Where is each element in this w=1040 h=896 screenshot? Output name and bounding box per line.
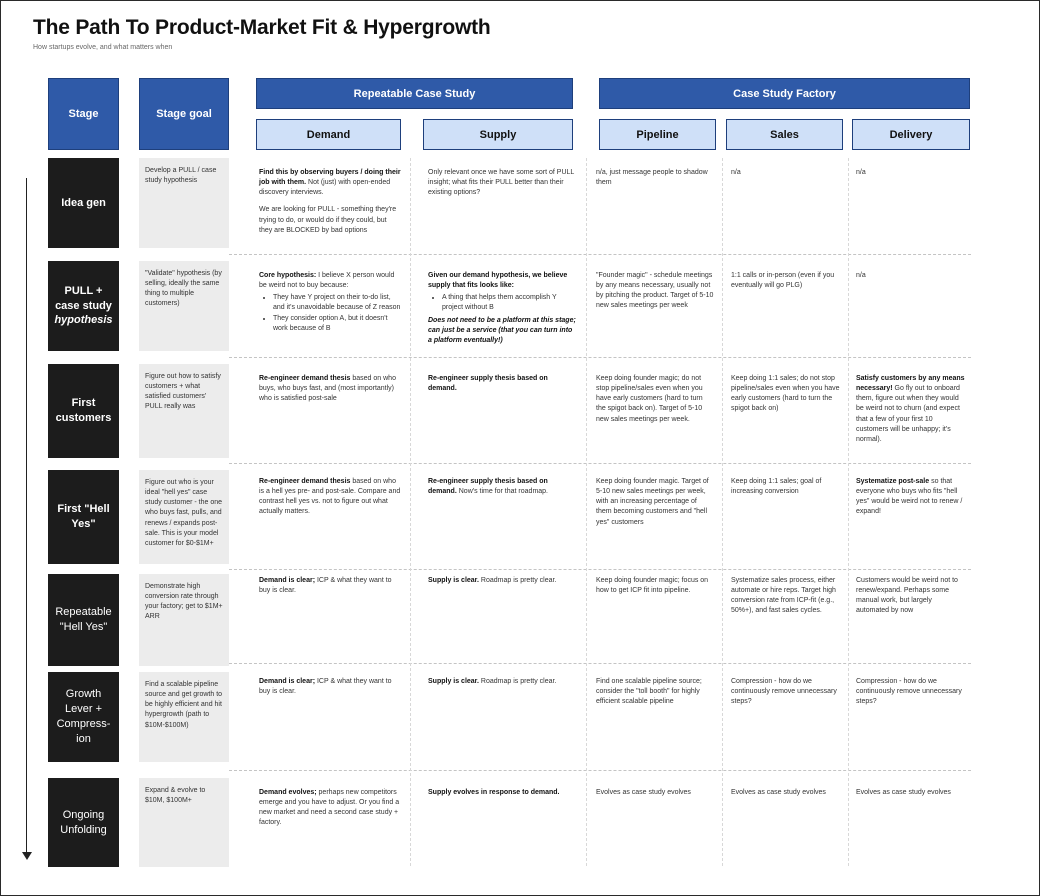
demand-text: perhaps new competitors emerge and you have to adjust. Or you find a new market and need a second case study + factory.: [259, 789, 400, 827]
column-divider: [722, 158, 723, 866]
demand-first-hell-yes: [255, 477, 405, 518]
stage-pull-case-study-hypothesis: [48, 261, 119, 351]
stage-label: PULL + case study: [55, 284, 112, 312]
goal-first-hell-yes: Figure out who is your ideal "hell yes" case study customer - the one who buys fast, pulls, and renews / expands post-sale. This is your model customer for $0-$1M+: [139, 470, 229, 564]
row-divider: [229, 357, 971, 358]
supply-ongoing-unfolding: [424, 788, 580, 798]
delivery-bold: Satisfy customers by any means necessary!: [856, 375, 965, 393]
supply-bold: Supply is clear.: [428, 678, 479, 685]
sales-ongoing-unfolding: Evolves as case study evolves: [731, 789, 826, 796]
pipeline-idea-gen: n/a, just message people to shadow them: [596, 169, 708, 187]
demand-first-customers: [255, 374, 405, 404]
stage-growth-lever-compression: Growth Lever + Compress-ion: [48, 672, 119, 762]
supply-growth-lever-compression: [424, 677, 580, 687]
sales-pull-case-study-hypothesis: 1:1 calls or in-person (even if you eventually will go PLG): [731, 272, 835, 290]
delivery-text: Go fly out to onboard them, figure out when they would be weird not to churn (and expect that a few of your first 10 customers will be unhappy; it's normal).: [856, 385, 960, 443]
timeline-arrow-icon: [22, 852, 32, 860]
goal-pull-case-study-hypothesis: "Validate" hypothesis (by selling, ideally the same thing to multiple customers): [139, 261, 229, 351]
stage-repeatable-hell-yes: Repeatable "Hell Yes": [48, 574, 119, 666]
supply-bullet: • A thing that helps them accomplish Y project without B: [442, 293, 576, 313]
demand-bold: Core hypothesis:: [259, 272, 317, 279]
demand-bullet: • They have Y project on their to-do list, and it's unavoidable because of Z reason: [273, 293, 401, 313]
pipeline-ongoing-unfolding: Evolves as case study evolves: [596, 789, 691, 796]
supply-bold: Supply is clear.: [428, 577, 479, 584]
sales-repeatable-hell-yes: Systematize sales process, either automate or hire reps. Target high conversion rate from ICP-fit (e.g., 50%+), and fast sales cycles.: [731, 577, 836, 615]
delivery-first-hell-yes: [852, 477, 970, 518]
demand-bold: Find this by observing buyers / doing their job with them.: [259, 169, 401, 187]
demand-text: We are looking for PULL - something they're trying to do, or would do if they could, but they are BLOCKED by bad options: [259, 206, 397, 234]
header-demand: Demand: [256, 119, 401, 150]
header-repeatable-case-study: Repeatable Case Study: [256, 78, 573, 109]
header-stage: Stage: [48, 78, 119, 150]
delivery-bold: Systematize post-sale: [856, 478, 930, 485]
supply-pull-case-study-hypothesis: [424, 271, 580, 357]
stage-idea-gen: Idea gen: [48, 158, 119, 248]
supply-first-customers: [424, 374, 580, 394]
pipeline-first-customers: Keep doing founder magic; do not stop pipeline/sales even when you have early customers (hard to turn the spigot back on). Target of 5-10 new sales meetings per week.: [596, 375, 703, 423]
pipeline-repeatable-hell-yes: Keep doing founder magic; focus on how to get ICP fit into pipeline.: [596, 577, 709, 595]
delivery-text: so that everyone who buys who fits "hell yes" would be weird not to renew / expand!: [856, 478, 963, 516]
pipeline-pull-case-study-hypothesis: "Founder magic" - schedule meetings by any means necessary, usually not by pitching the product. Target of 5-10 new sales meetings per week: [596, 272, 714, 310]
delivery-repeatable-hell-yes: Customers would be weird not to renew/expand. Perhaps some manual work, but largely automated by now: [856, 577, 958, 615]
demand-text: I believe X person would be weird not to buy because:: [259, 272, 395, 290]
demand-idea-gen: [255, 168, 405, 252]
demand-bold: Re-engineer demand thesis: [259, 375, 351, 382]
supply-idea-gen: Only relevant once we have some sort of PULL insight; what fits their PULL better than their existing options?: [428, 169, 575, 197]
demand-repeatable-hell-yes: [255, 576, 405, 596]
stage-label-italic: hypothesis: [54, 314, 113, 327]
column-divider: [410, 158, 411, 866]
sales-growth-lever-compression: Compression - how do we continuously remove unnecessary steps?: [731, 678, 837, 706]
demand-growth-lever-compression: [255, 677, 405, 697]
header-sales: Sales: [726, 119, 843, 150]
sales-idea-gen: n/a: [731, 169, 741, 176]
pipeline-first-hell-yes: Keep doing founder magic. Target of 5-10 new sales meetings per week, with an increasing percentage of them becoming customers and "hell yes" customers: [596, 478, 709, 526]
delivery-ongoing-unfolding: Evolves as case study evolves: [856, 789, 951, 796]
demand-ongoing-unfolding: [255, 788, 405, 829]
goal-ongoing-unfolding: Expand & evolve to $10M, $100M+: [139, 778, 229, 867]
demand-bold: Demand is clear;: [259, 577, 316, 584]
delivery-pull-case-study-hypothesis: n/a: [856, 272, 866, 279]
demand-text: ICP & what they want to buy is clear.: [259, 577, 392, 595]
header-delivery: Delivery: [852, 119, 970, 150]
demand-pull-case-study-hypothesis: [255, 271, 405, 355]
goal-first-customers: Figure out how to satisfy customers + what satisfied customers' PULL really was: [139, 364, 229, 458]
header-pipeline: Pipeline: [599, 119, 716, 150]
delivery-growth-lever-compression: Compression - how do we continuously remove unnecessary steps?: [856, 678, 962, 706]
row-divider: [229, 569, 971, 570]
delivery-idea-gen: n/a: [856, 169, 866, 176]
page-subtitle: How startups evolve, and what matters when: [33, 44, 173, 51]
demand-bullet: • They consider option A, but it doesn't work because of B: [273, 314, 401, 334]
row-divider: [229, 770, 971, 771]
header-stage-goal: Stage goal: [139, 78, 229, 150]
goal-growth-lever-compression: Find a scalable pipeline source and get growth to be highly efficient and hit hypergrowth (path to $10M-$100M): [139, 672, 229, 762]
goal-repeatable-hell-yes: Demonstrate high conversion rate through your factory; get to $1M+ ARR: [139, 574, 229, 666]
timeline-axis: [26, 178, 27, 858]
row-divider: [229, 663, 971, 664]
supply-bold: Re-engineer supply thesis based on demand.: [428, 375, 548, 393]
pipeline-growth-lever-compression: Find one scalable pipeline source; consider the "toll booth" for highly efficient scalable pipeline: [596, 678, 702, 706]
header-supply: Supply: [423, 119, 573, 150]
supply-text: Roadmap is pretty clear.: [478, 577, 557, 584]
supply-bold: Given our demand hypothesis, we believe supply that fits looks like:: [428, 272, 568, 290]
column-divider: [848, 158, 849, 866]
stage-ongoing-unfolding: Ongoing Unfolding: [48, 778, 119, 867]
header-case-study-factory: Case Study Factory: [599, 78, 970, 109]
demand-bold: Demand is clear;: [259, 678, 316, 685]
row-divider: [229, 254, 971, 255]
demand-bold: Re-engineer demand thesis: [259, 478, 351, 485]
page-title: The Path To Product-Market Fit & Hypergrowth: [33, 16, 491, 39]
demand-text: ICP & what they want to buy is clear.: [259, 678, 392, 696]
supply-bold: Supply evolves in response to demand.: [428, 789, 560, 796]
supply-bold-italic: Does not need to be a platform at this stage; can just be a service (that you can turn into a platform eventually!): [428, 316, 576, 344]
supply-text: Roadmap is pretty clear.: [478, 678, 557, 685]
goal-idea-gen: Develop a PULL / case study hypothesis: [139, 158, 229, 248]
column-divider: [586, 158, 587, 866]
supply-bold: Re-engineer supply thesis based on demand.: [428, 478, 548, 496]
supply-first-hell-yes: [424, 477, 580, 497]
supply-repeatable-hell-yes: [424, 576, 580, 586]
supply-text: Now's time for that roadmap.: [456, 488, 549, 496]
stage-first-hell-yes: First "Hell Yes": [48, 470, 119, 564]
stage-first-customers: First customers: [48, 364, 119, 458]
demand-text: based on who is a hell yes pre- and post-sale. Compare and contrast hell yes vs. not to figure out what actually matters.: [259, 478, 401, 516]
delivery-first-customers: [852, 374, 970, 445]
sales-first-hell-yes: Keep doing 1:1 sales; goal of increasing conversion: [731, 478, 822, 496]
sales-first-customers: Keep doing 1:1 sales; do not stop pipeline/sales even when you have early customers (hard to turn the spigot back on): [731, 375, 840, 413]
demand-bold: Demand evolves;: [259, 789, 317, 796]
demand-text: Not (just) with open-ended discovery interviews.: [259, 179, 391, 197]
row-divider: [229, 463, 971, 464]
demand-text: based on who buys, who buys fast, and (most importantly) who is satisfied post-sale: [259, 375, 396, 403]
